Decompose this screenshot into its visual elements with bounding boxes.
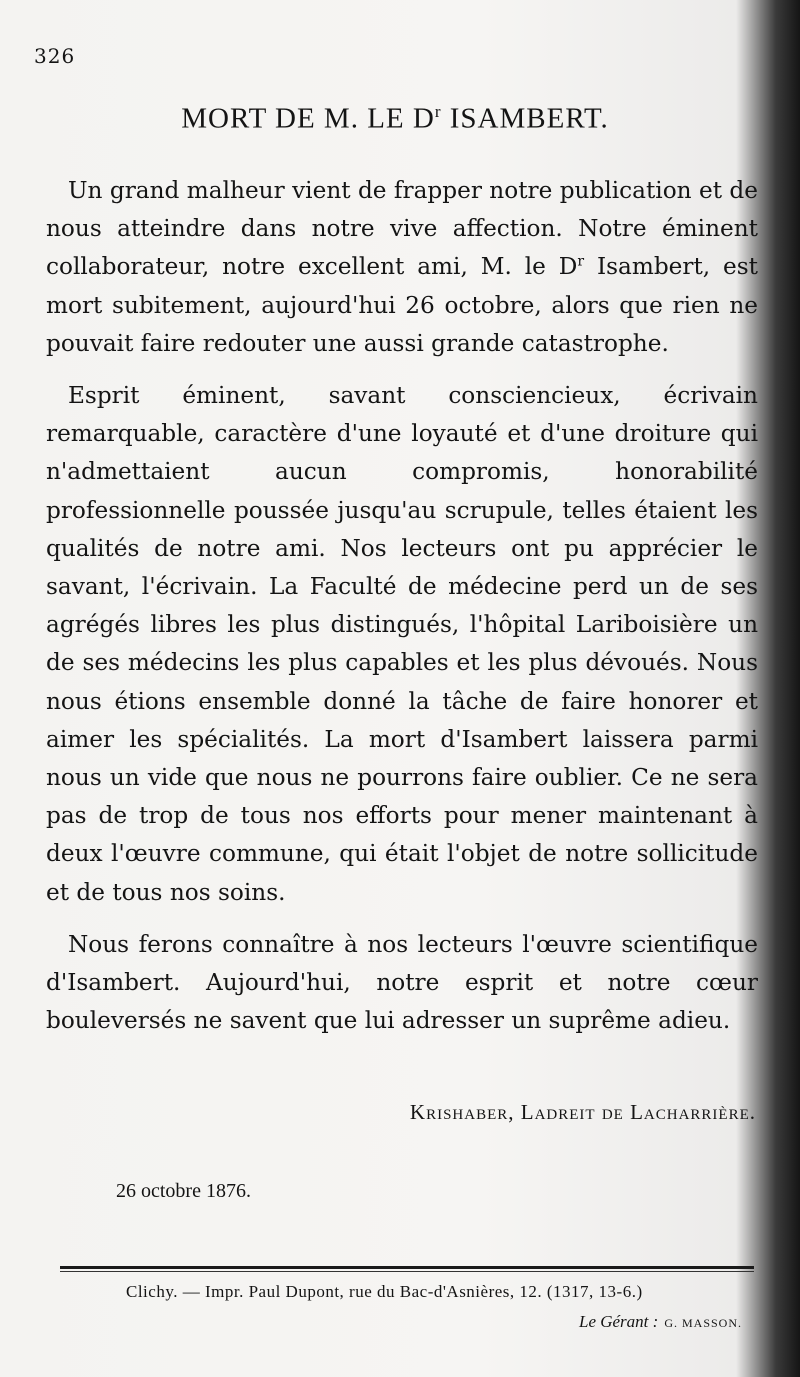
paragraph-2: Esprit éminent, savant consciencieux, écrivain remarquable, caractère d'une loyauté et d'une droiture qui n'admettaient aucun compromis, honorabilité professionnelle poussée jusqu'au scrupule, telles étaient les qualités de notre ami. Nos lecteurs ont pu apprécier le savant, l'écrivain. La Faculté de médecine perd un de ses agrégés libres les plus distingués, l'hôpital Lariboisière un de ses médecins les plus capables et les plus dévoués. Nous nous étions ensemble donné la tâche de faire honorer et aimer les spécialités. La mort d'Isambert laissera parmi nous un vide que nous ne pourrons faire oublier. Ce ne sera pas de trop de tous nos efforts pour mener maintenant à deux l'œuvre commune, qui était l'objet de notre sollicitude et de tous nos soins. [46, 382, 758, 906]
paragraph-3: Nous ferons connaître à nos lecteurs l'œuvre scientifique d'Isambert. Aujourd'hui, notre esprit et notre cœur bouleversés ne savent que lui adresser un suprême adieu. [46, 930, 758, 1035]
printer-imprint: Clichy. — Impr. Paul Dupont, rue du Bac-d'Asnières, 12. (1317, 13-6.) [126, 1282, 643, 1301]
title-superscript: r [434, 102, 442, 121]
gerant-name: G. MASSON. [664, 1316, 742, 1330]
paragraph-1-superscript: r [577, 253, 585, 270]
article-title [0, 102, 790, 136]
title-name: ISAMBERT. [441, 102, 609, 135]
signature: Krishaber, Ladreit de Lacharrière. [409, 1100, 756, 1124]
gerant-label: Le Gérant : [578, 1312, 659, 1331]
footer-rule-thin [60, 1271, 754, 1272]
paragraph-1-before: Un grand malheur vient de frapper notre publication et de nous atteindre dans notre vive affection. Notre éminent collaborateur, notre excellent ami, M. le D [46, 177, 758, 281]
paragraph-1-after: Isambert, est mort subitement, aujourd'hui 26 octobre, alors que rien ne pouvait faire redouter une aussi grande catastrophe. [46, 253, 758, 357]
date-line: 26 octobre 1876. [116, 1180, 251, 1202]
page-number: 326 [34, 44, 76, 68]
footer-rule [60, 1266, 754, 1269]
paragraph-1 [46, 172, 758, 363]
article-body [46, 172, 758, 1040]
title-main: MORT DE M. LE D [181, 102, 435, 135]
gerant-line [579, 1312, 742, 1332]
